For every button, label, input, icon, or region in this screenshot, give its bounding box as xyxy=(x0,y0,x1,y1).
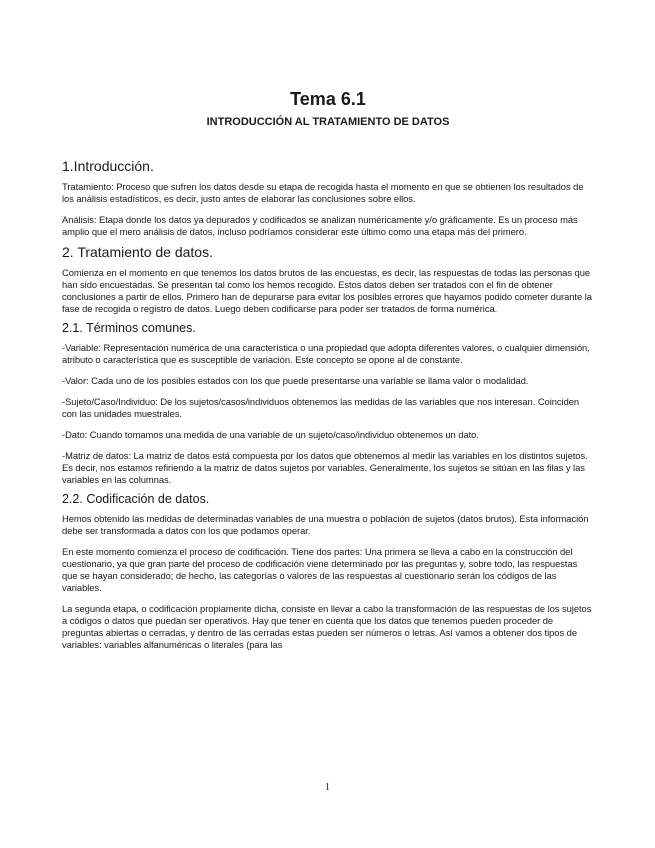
paragraph-codificacion-1: Hemos obtenido las medidas de determinadas variables de una muestra o población de sujetos (datos brutos). Esta información debe ser transformada a datos con los que podamos operar. xyxy=(62,513,589,536)
term-matriz: -Matriz de datos: La matriz de datos está compuesta por los datos que obtenemos al medir las variables en los distintos sujetos. Es decir, nos estamos refiriendo a la matriz de datos sujetos por variables. Generalmente, los sujetos se sitúan en las filas y las variables en las columnas. xyxy=(62,450,588,485)
section-heading-terminos: 2.1. Términos comunes. xyxy=(62,321,196,335)
paragraph-codificacion-2: En este momento comienza el proceso de codificación. Tiene dos partes: Una primera se lleva a cabo en la construcción del cuestionario, ya que gran parte del proceso de codificación viene determinado por las preguntas y, sobre todo, las respuestas que se hayan considerado; de hecho, las categorías o valores de las respuestas al cuestionario serán los códigos de las variables. xyxy=(62,546,578,593)
section-terminos-comunes xyxy=(62,321,594,486)
section-heading-introduccion: 1.Introducción. xyxy=(62,158,154,174)
page-content xyxy=(62,88,594,660)
term-variable: -Variable: Representación numérica de una característica o una propiedad que adopta diferentes valores, o cualquier dimensión, atributo o característica que es susceptible de variación. Este concepto se opone al de constante. xyxy=(62,342,590,365)
section-tratamiento xyxy=(62,244,594,315)
section-introduccion xyxy=(62,158,594,238)
section-codificacion xyxy=(62,492,594,651)
paragraph-analisis-definicion: Análisis: Etapa donde los datos ya depurados y codificados se analizan numéricamente y/o gráficamente. Es un proceso más amplio que el mero análisis de datos, incluso podríamos considerar este último como una etapa más del primero. xyxy=(62,214,578,237)
section-heading-codificacion: 2.2. Codificación de datos. xyxy=(62,492,210,506)
page-number: 1 xyxy=(325,782,330,793)
paragraph-tratamiento-descripcion: Comienza en el momento en que tenemos los datos brutos de las encuestas, es decir, las respuestas de todas las personas que han sido encuestadas. Se presentan tal como los hemos recogido. Estos datos deben ser tratados con el fin de obtener conclusiones a partir de ellos. Primero han de depurarse para evitar los posibles errores que hayamos podido cometer durante la fase de recogida o registro de datos. Luego deben codificarse para poder ser tratados de forma numérica. xyxy=(62,267,592,314)
section-heading-tratamiento: 2. Tratamiento de datos. xyxy=(62,244,213,260)
paragraph-codificacion-3: La segunda etapa, o codificación propiamente dicha, consiste en llevar a cabo la transformación de las respuestas de los sujetos a códigos o datos que puedan ser operativos. Hay que tener en cuenta que los datos que tenemos pueden proceder de preguntas abiertas o cerradas, y dentro de las cerradas estas pueden ser números o letras. Así vamos a obtener dos tipos de variables: variables alfanuméricas o literales (para las xyxy=(62,603,592,650)
term-sujeto: -Sujeto/Caso/Individuo: De los sujetos/casos/individuos obtenemos las medidas de las variables que nos interesan. Coinciden con las unidades muestrales. xyxy=(62,396,580,419)
term-dato: -Dato: Cuando tomamos una medida de una variable de un sujeto/caso/individuo obtenemos un dato. xyxy=(62,429,479,440)
document-subtitle: INTRODUCCIÓN AL TRATAMIENTO DE DATOS xyxy=(206,116,450,128)
document-title: Tema 6.1 xyxy=(290,89,366,109)
paragraph-tratamiento-definicion: Tratamiento: Proceso que sufren los datos desde su etapa de recogida hasta el momento en que se obtienen los resultados de los análisis estadísticos, es decir, justo antes de elaborar las conclusiones sobre ellos. xyxy=(62,181,584,204)
term-valor: -Valor: Cada uno de los posibles estados con los que puede presentarse una variable se llama valor o modalidad. xyxy=(62,375,529,386)
